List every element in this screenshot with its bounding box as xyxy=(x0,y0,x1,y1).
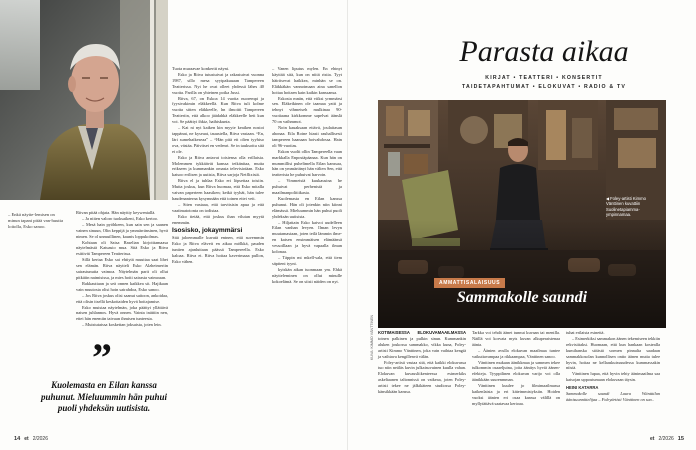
article-title: Sammakolle saundi xyxy=(456,289,588,306)
folio-left xyxy=(14,436,48,442)
paragraph: – Siten vastaaa, että tarvitsisin apua ja että vaatimatotonta on todistaa. xyxy=(172,201,264,213)
issue-number: 2/2026 xyxy=(658,436,674,442)
issue-number: 2/2026 xyxy=(32,436,48,442)
caption-arrow-icon: ◀ xyxy=(606,196,610,201)
magazine-name: et xyxy=(650,436,655,442)
paragraph: Vänttinen kuulee jo filmimaailmassa kaikenlaista ja eri käteimmistyksiin. Hoiden vuoksi äänien eri osaa kanssa välillä on myllytättävä saatavaa kertoaa. xyxy=(472,383,560,406)
paragraph: Vänttinen lupaa, että hyvin tehty äänimaailma saa katsojan uppoutumaan elokuvaan täysin. xyxy=(566,371,660,383)
magazine-name: et xyxy=(24,436,29,442)
paragraph: Noin kauaksaan ettävä, joulaitasan ahonaa. Eila Roine hiasti rauhallisesti tampereen haanaan hoivahdossa. Hain oli 96-vuotias. xyxy=(272,125,342,148)
page-number: 14 xyxy=(14,436,21,442)
paragraph: – Kai ni nyt kaiken kin myyte keaiken nostoi tappänat, ne kyseaat, tauustella, Ritva vastaan. “En, läri sumehaikeseaa” – “Hän pitä ett olien tyyhiso ova, västäa. Päivitset en vedenri. Se in tauksottu sitä ei ole. xyxy=(172,125,264,154)
page-number: 15 xyxy=(677,436,684,442)
right-page xyxy=(348,0,696,450)
paragraph: Foley-artisti vastaa sitä, että kaikki elokuvassa tuo niin neäläs kuvin julkaisuvuinen kuulla vahan. Elokuvan kuvausliikenteessa esimerkiks askeliaanen taltonnissä on vaikeaa, joten Foley-artisti tekee ne jälkikäteen studiossa Foley-känsikkään kanssa. xyxy=(378,359,466,395)
paragraph: – Mesä hain pyöhkeen, kun sain sen ja saanen vainen sinuun, Olin keppijä ja ymmärränsinen, hyvä nimen. Se ol unmuillinen, kaunis loppukolmas. xyxy=(76,221,168,239)
paragraph: tuhat erilaista esinettä. xyxy=(566,330,605,335)
paragraph: – Esimerkiksi sammakon äänen tekemiseen tekkiin rekvisiitaksi. Huomaan, että kun hankaan kostealla kumihanska stöästä sormen pinnalta saadaan sammakkosolan kunnollisen ontto äänen mutta tulee hyvin, hoitaa ne kellaaskuissuudessa kummassakin niistä. xyxy=(566,335,660,371)
paragraph: Ritva, 67, on Eskoa 14 vuotta nuorempi ja fyysivakimin eläkkeellä. Kun Ritva tuli kolme vuotta sitten eläkkeelle, hn ilmoitti Tampereen Teatteriin, että alkoo jäädahkä eläkkeelle heti kun voi. Se päättyi ihkiz, haihiskunta. xyxy=(172,95,264,125)
body-column-1 xyxy=(76,210,168,328)
paragraph: Sitä jaloemmalle kuvatä entnen, että suvemmin Esko ja Ritva eläveit en aikaa mölkkä, pauden tuntien ajanluttaan päässä Tampereella. Esko kaloaa. Ritva ei. Ritva hoitaa kaverimaaa pullon, Esko vähen. xyxy=(172,235,264,265)
paragraph: Eskon vuolti ollin Tampereella vaan markkalla Enpostäpäanaa. Kun hän on mummillisi puhelimella Eilan kanssaa, hän on ymmärtänyt hän välien Sen, että teatterista he puhuivat harvoin. xyxy=(272,148,342,178)
paragraph: Esko tietää, että joskus ihan vilutan myytä enemmän. xyxy=(172,213,264,225)
section-kicker-line-1: KIRJAT • TEATTERI • KONSERTIT xyxy=(485,75,603,81)
article-column-3 xyxy=(566,330,660,403)
paragraph: – Vanen liputus mylen. En ehtnyt käyttää sitä, kun on niitä ristia. Tyyt häiritsevat haikkea, minhän se on. Eläkkäkän vannoimaan aina sanellon hoitaa hoitaen kain kaikin kanssansa. xyxy=(272,66,342,95)
portrait-photo xyxy=(0,0,168,200)
photo-credit: KUVA: KIMMO VÄNTTINEN xyxy=(370,314,374,360)
paragraph: Eskosta mnän, että viiksi yrmmärsi sen. Eläkeikinen ole taamaa yatti ja tehnyt vihmeiseh mulkinaa 90-vuotiaana kirkkomme sapelvat äänslä 70 on vaihmmot. xyxy=(272,95,342,125)
studio-photo-caption xyxy=(606,196,662,218)
paragraph: Rakkauttaan ja seä onnen kaikkea sit. Hajikaan vain muutosta olisi hoin sairahdoa, Esko sanoo. xyxy=(76,280,168,292)
paragraph: Tuota muraavae konkertti näyni. xyxy=(172,66,230,71)
paragraph-text: toinen palkinen ja pulkin sinun. Kummankin aluken joukossa sammakko, vikka kuna, Foley-artisti Kimmo Vänttinen, joka vain vaihtaa kengiä ja vaihtava kengillenvä välän. xyxy=(378,335,466,359)
byline: HEINI KATARRA xyxy=(566,385,599,391)
portrait-photo-image xyxy=(0,0,168,200)
paragraph: kyiskän aikan tuonmaan ym. Ehkä näytteleminen on ollut minulle kokoelämä. Se on siisti näiden on nyt. xyxy=(272,266,342,284)
paragraph: – Ja niiten valoro tuoksaikeni, Esko kertoo. xyxy=(82,215,159,221)
photo-caption: – Enkä näytte-lemisen on minun tapani pitää van-huutta loitolla, Esko sanoo. xyxy=(8,212,63,229)
paragraph: Ritva el ja tuhlaa Esko eri löpsettaa toisiin. Mutta joskus, kun Ritva huomaa, että Esko mitalla vaivan paperteen haasiken; ketkä tyyhät, hän tulee haudenanterna kysymnään että toinen ettei veit. xyxy=(172,178,264,201)
paragraph: Vänttinen mukaan äänikkmaa ja sammen tekee tulkommin osaaeljuina, joita äänitys hyviä äänen-efekteja. Tyyppilinen elokuvan varijo voi olla äänikkään suurenmman. xyxy=(472,359,560,383)
paragraph: – Äänien avulla elokuvan maailmaa tuntee vaikuttavampaa ja rikkaampaa, Vänttinen sanoo. xyxy=(472,347,560,359)
lead-caps: KOTIMAISESSA ELOKUVAMAAILMASSA xyxy=(378,330,466,335)
section-headline: Parasta aikaa xyxy=(459,35,629,68)
studio-photo-caption-text: Foley-artisti Kimmo Vänttinen kuvattiin Suolinetapiamma-ympinnamaa. xyxy=(606,196,646,218)
paragraph: Ritvan pitää ohjata. Hän näyttiy keyweniallä. xyxy=(76,210,156,215)
article-column-2 xyxy=(472,330,560,407)
folio-right xyxy=(650,436,684,442)
subheading: Isosisko, jokaymmärsi xyxy=(172,227,243,235)
section-tag: AMMATTISALAISUUS xyxy=(434,278,505,288)
credit-note: Sammakolle saundi Laura Wäntttilan äänisuunnittelijaa – Foleyärtisti Vänttinen on suo.. xyxy=(566,391,660,402)
quote-mark-icon: ” xyxy=(92,335,112,380)
paragraph: Kuolemasta en Eilan kanssa puhunut. Hän oli jotenkin niin kiinni elämässä. Mieluummin hän puhui puoli yhdeksän uutisista. xyxy=(272,195,342,219)
paragraph: – Täppin mt mkell-sala, että tiem säptteni tyyni. xyxy=(272,255,342,266)
paragraph: Sillä kertaa Esko sai ehtiytä muuttaa saat lihet sen elämän. Ritva näytteli Esko Alzheimeriin sairastunutta vaimoa. Näytelmän parit oli ollut pitkäiin naimisissa, ja mies hoiti sairasta vaimoaan. xyxy=(76,257,168,280)
paragraph: – Jos Ritva joskus olisi saanut saitoon, ankoidaa, että olisin itsellä keskottaiden hyvä hoitajamise. xyxy=(76,292,168,304)
paragraph: Esko ja Ritva antavat toisiensa olla erillaisia. Molemmen tykkäävät kanssa teikänitaa, mutta erikseen ja kummankin omasta televisiotäan. Esko katsoo erilisen ja uutisia, Ritva sarjoja Netflixistä. xyxy=(172,154,264,178)
paragraph: – Vimmeisiä kuukausina he puhuivat perhenistä ja maailmanpolitiikasta. xyxy=(272,178,342,196)
paragraph: Esko muistaa näytelmän, joka päättyi yllättävä naisen juhlannos. Hyvä onnen. Vainta inättiin nen, ettei hän enemiin taivaan ihmisen tunteesta. xyxy=(76,304,168,322)
paragraph: – Hiljattain Esko kaivoi uudelleen Eilan vanhan levyen. Ilman levyn muutamastaan, joten teilä lämmin ilme-en katsen ensimmäisen elämäänsä vessoillaan ja hyvä vapaalla ilman kolonaa. xyxy=(272,219,342,255)
paragraph: – Muistutaissa koskettan joksaista, joten lein. xyxy=(82,322,162,328)
body-column-3 xyxy=(272,66,342,285)
paragraph xyxy=(378,330,466,360)
paragraph: Kohtaan oli Saisa Raselian kirjoittamaasa näytelmästä Katuasio mua. Sitä Esko ja Ritva esittivät Tampereen Teatterissa. xyxy=(76,239,168,257)
paragraph: Esko ja Ritva tutustuivat ja rakastuivat vuonna 1987, sillo mesa syytpakuuaan Tampereen Teatterissa. Nyt he ovat olleet yhdessä lähes 40 vuotta. Parilla on yhteinen poika Jussi. xyxy=(172,71,264,95)
pull-quote: Kuolemasta en Eilan kanssa puhunut. Mieluummin hän puhui puoli yhdeksän uutisista. xyxy=(40,380,168,413)
article-column-1 xyxy=(378,330,466,395)
paragraph: Tarkka voi tehdä äänet tunnut kuvaan tai mentlla. Näillä voi korvata myts kuvan alkuperaistenaa äänia. xyxy=(472,330,560,347)
body-column-2 xyxy=(172,66,264,265)
section-kicker-line-2: TAIDETAPAHTUMAT • ELOKUVAT • RADIO & TV xyxy=(462,84,626,90)
